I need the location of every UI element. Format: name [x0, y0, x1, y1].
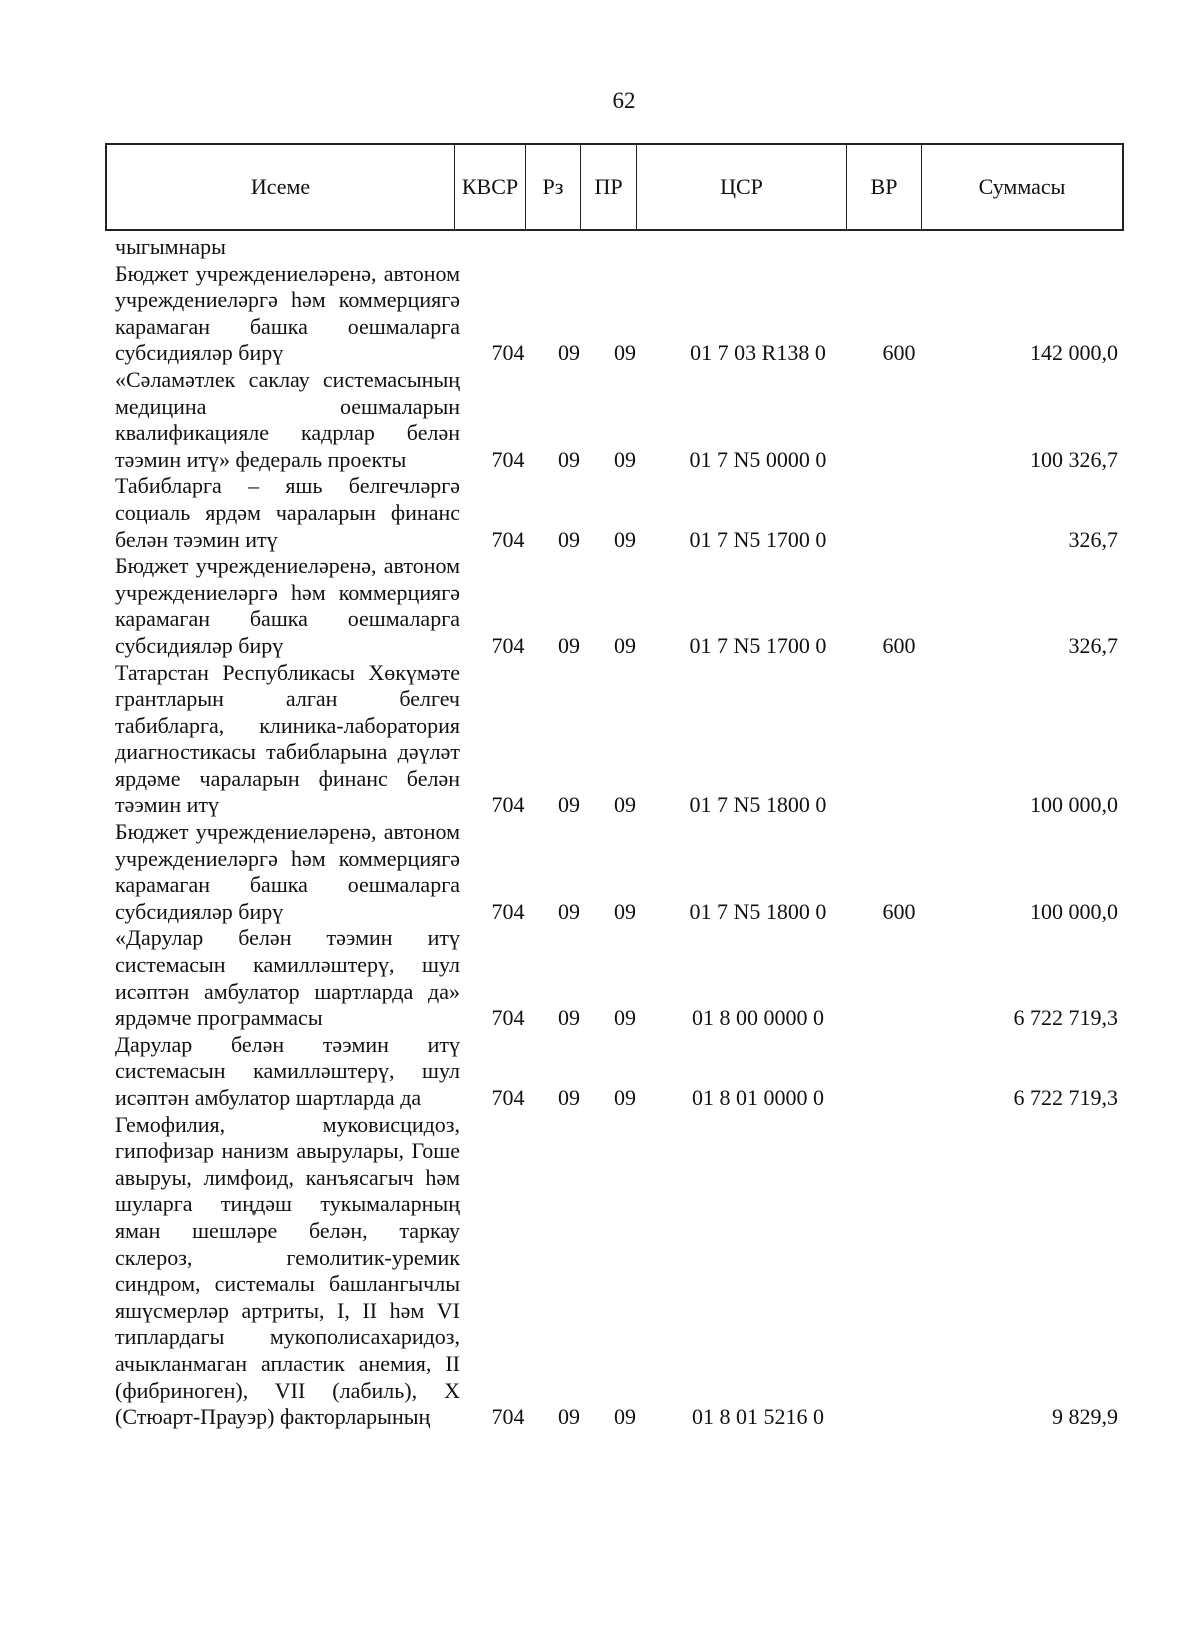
row-rz: 09 — [558, 526, 580, 552]
row-pr: 09 — [614, 446, 636, 472]
row-kvsr: 704 — [491, 792, 525, 818]
row-rz: 09 — [558, 632, 580, 658]
row-kvsr: 704 — [491, 446, 525, 472]
row-csr: 01 8 01 0000 0 — [692, 1085, 824, 1110]
row-sum: 326,7 — [1068, 526, 1118, 552]
row-sum: 6 722 719,3 — [1013, 1085, 1118, 1110]
row-vr: 600 — [882, 898, 916, 924]
row-sum: 142 000,0 — [1030, 340, 1118, 366]
row-pr: 09 — [614, 526, 636, 552]
continuation-row — [0, 234, 1200, 261]
row-pr: 09 — [614, 632, 636, 658]
continuation-text: чыгымнары — [115, 234, 226, 259]
row-sum: 326,7 — [1068, 632, 1118, 658]
row-rz: 09 — [558, 340, 580, 366]
table-row — [0, 1032, 1200, 1112]
row-name: «Дарулар белән тәэмин итү системасын камилләштерү, шул исәптән амбулатор шартларда да» ярдәмче программасы — [115, 925, 460, 1031]
row-name: Дарулар белән тәэмин итү системасын камилләштерү, шул исәптән амбулатор шартларда да — [115, 1031, 460, 1110]
row-kvsr: 704 — [491, 1005, 525, 1031]
row-vr: 600 — [882, 632, 916, 658]
row-name: Гемофилия, муковисцидоз, гипофизар нанизм авырулары, Гоше авыруы, лимфоид, канъясагыч һәм шуларга тиңдәш тукымаларның яман шешләре белән, таркау склероз, гемолитик-уремик синдром, системалы башлангычлы яшүсмерләр артриты, I, II һәм VI типлардагы мукополисахаридоз, ачыкланмаган апластик анемия, II (фибриноген), VII (лабиль), X (Стюарт-Прауэр) факторларының — [115, 1111, 460, 1430]
header-vr: ВР — [847, 145, 922, 229]
row-vr: 600 — [882, 340, 916, 366]
table-row — [0, 1112, 1200, 1431]
row-csr: 01 7 03 R138 0 — [690, 340, 826, 366]
row-kvsr: 704 — [491, 1404, 525, 1430]
table-row — [0, 261, 1200, 367]
header-pr: ПР — [581, 145, 637, 229]
row-rz: 09 — [558, 1404, 580, 1430]
row-csr: 01 7 N5 1800 0 — [689, 792, 827, 818]
row-sum: 100 000,0 — [1030, 792, 1118, 818]
row-kvsr: 704 — [491, 898, 525, 924]
row-sum: 9 829,9 — [1052, 1404, 1118, 1430]
row-pr: 09 — [614, 1005, 636, 1031]
table-row — [0, 367, 1200, 473]
table-row — [0, 819, 1200, 925]
row-csr: 01 8 01 5216 0 — [692, 1404, 824, 1430]
header-kvsr: КВСР — [455, 145, 526, 229]
row-csr: 01 8 00 0000 0 — [692, 1005, 824, 1031]
row-kvsr: 704 — [491, 526, 525, 552]
row-rz: 09 — [558, 446, 580, 472]
header-sum: Суммасы — [978, 174, 1066, 199]
row-name: Бюджет учреждениеләренә, автоном учреждениеләргә һәм коммерциягә карамаган башка оешмаларга субсидияләр бирү — [115, 819, 460, 924]
row-rz: 09 — [558, 1005, 580, 1031]
row-rz: 09 — [558, 1085, 580, 1110]
row-sum: 100 326,7 — [1030, 446, 1118, 472]
header-name: Исеме — [107, 145, 455, 229]
row-rz: 09 — [558, 898, 580, 924]
row-pr: 09 — [614, 792, 636, 818]
row-pr: 09 — [614, 1404, 636, 1430]
row-name: «Сәламәтлек саклау системасының медицина оешмаларын квалификацияле кадрлар белән тәэмин итү» федераль проекты — [115, 366, 460, 472]
table-row — [0, 925, 1200, 1031]
row-sum: 100 000,0 — [1030, 898, 1118, 924]
page-number: 62 — [612, 88, 636, 113]
row-pr: 09 — [614, 1085, 636, 1110]
table-row — [0, 473, 1200, 553]
rows-container — [0, 261, 1200, 1431]
row-csr: 01 7 N5 1700 0 — [689, 526, 827, 552]
table-row — [0, 553, 1200, 659]
row-csr: 01 7 N5 0000 0 — [689, 446, 827, 472]
row-csr: 01 7 N5 1800 0 — [689, 898, 827, 924]
row-sum: 6 722 719,3 — [1013, 1005, 1118, 1031]
row-name: Татарстан Республикасы Хөкүмәте грантларын алган белгеч табибларга, клиника-лаборатория диагностикасы табибларына дәүләт ярдәме чараларын финанс белән тәэмин итү — [115, 659, 460, 818]
table-row — [0, 660, 1200, 820]
row-pr: 09 — [614, 898, 636, 924]
row-csr: 01 7 N5 1700 0 — [689, 632, 827, 658]
table-body — [0, 234, 1200, 1431]
row-name: Табибларга – яшь белгечләргә социаль ярдәм чараларын финанс белән тәэмин итү — [115, 473, 460, 552]
row-kvsr: 704 — [491, 632, 525, 658]
row-kvsr: 704 — [491, 1085, 525, 1110]
row-rz: 09 — [558, 792, 580, 818]
row-pr: 09 — [614, 340, 636, 366]
row-name: Бюджет учреждениеләренә, автоном учреждениеләргә һәм коммерциягә карамаган башка оешмаларга субсидияләр бирү — [115, 260, 460, 366]
table-header — [105, 143, 1124, 231]
row-kvsr: 704 — [491, 340, 525, 366]
header-csr: ЦСР — [637, 145, 847, 229]
header-rz: Рз — [526, 145, 581, 229]
row-name: Бюджет учреждениеләренә, автоном учреждениеләргә һәм коммерциягә карамаган башка оешмаларга субсидияләр бирү — [115, 553, 460, 658]
